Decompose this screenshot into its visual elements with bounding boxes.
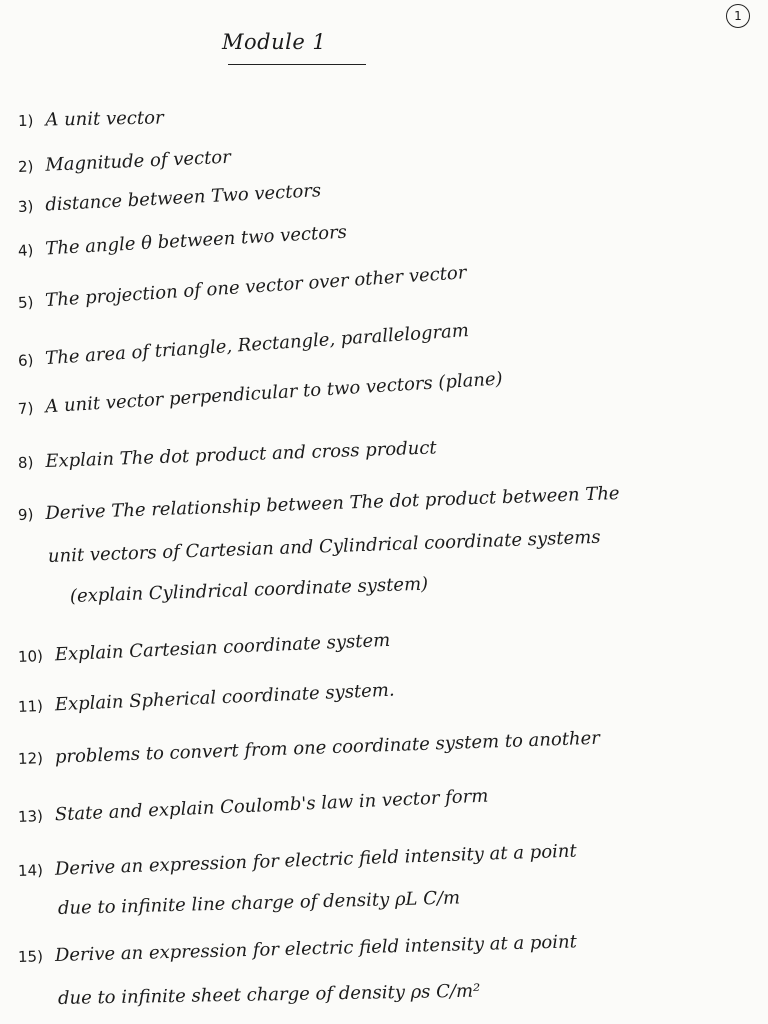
question-12: [18, 728, 601, 770]
question-number: 6): [17, 350, 34, 370]
question-text: Derive The relationship between The dot product between The: [45, 483, 620, 525]
question-text: The area of triangle, Rectangle, parallelogram: [44, 320, 470, 370]
title-underline: [228, 64, 366, 65]
question-10: [18, 630, 391, 668]
question-text: Magnitude of vector: [44, 146, 232, 176]
question-text: Derive an expression for electric field intensity at a point: [54, 840, 578, 880]
question-7: [17, 368, 503, 420]
question-number: 14): [17, 861, 44, 880]
question-1: [18, 107, 164, 132]
question-11: [18, 680, 396, 718]
question-number: 11): [17, 696, 44, 716]
question-13: [18, 785, 489, 828]
question-text: Explain Cartesian coordinate system: [54, 629, 391, 666]
question-text: A unit vector perpendicular to two vectors (plane): [44, 368, 504, 418]
question-2: [18, 147, 232, 178]
question-4: [17, 222, 347, 262]
question-number: 12): [17, 749, 44, 768]
page-title: Module 1: [222, 30, 327, 54]
question-number: 1): [17, 111, 34, 130]
question-text: Explain The dot product and cross product: [45, 437, 437, 473]
question-9: [18, 483, 620, 526]
question-number: 10): [17, 646, 44, 666]
question-number: 8): [17, 453, 34, 472]
question-number: 3): [17, 197, 34, 216]
question-text: Derive an expression for electric field intensity at a point: [54, 931, 578, 967]
page-number: 1: [726, 4, 750, 28]
question-text: distance between Two vectors: [44, 180, 322, 216]
question-number: 13): [17, 806, 44, 826]
question-text: Explain Spherical coordinate system.: [54, 679, 396, 716]
question-number: 4): [17, 241, 34, 260]
question-9-continuation-1: unit vectors of Cartesian and Cylindrical coordinate systems: [47, 526, 601, 567]
question-text: A unit vector: [45, 107, 164, 131]
question-6: [17, 320, 469, 372]
question-number: 15): [17, 947, 44, 966]
question-number: 9): [17, 505, 34, 524]
question-14: [18, 840, 577, 881]
question-text: The angle θ between two vectors: [44, 221, 348, 260]
question-text: problems to convert from one coordinate system to another: [54, 727, 601, 768]
question-15-continuation: due to infinite sheet charge of density ρs C/m²: [57, 980, 481, 1009]
question-14-continuation: due to infinite line charge of density ρL C/m: [57, 887, 461, 919]
question-text: The projection of one vector over other vector: [44, 262, 468, 312]
question-number: 2): [17, 157, 34, 176]
question-15: [18, 931, 577, 968]
question-9-continuation-2: (explain Cylindrical coordinate system): [69, 573, 429, 607]
question-text: State and explain Coulomb's law in vector form: [54, 785, 489, 826]
question-5: [17, 262, 467, 314]
question-number: 7): [17, 399, 34, 418]
question-8: [18, 437, 437, 474]
question-number: 5): [17, 292, 34, 312]
question-3: [17, 180, 321, 218]
